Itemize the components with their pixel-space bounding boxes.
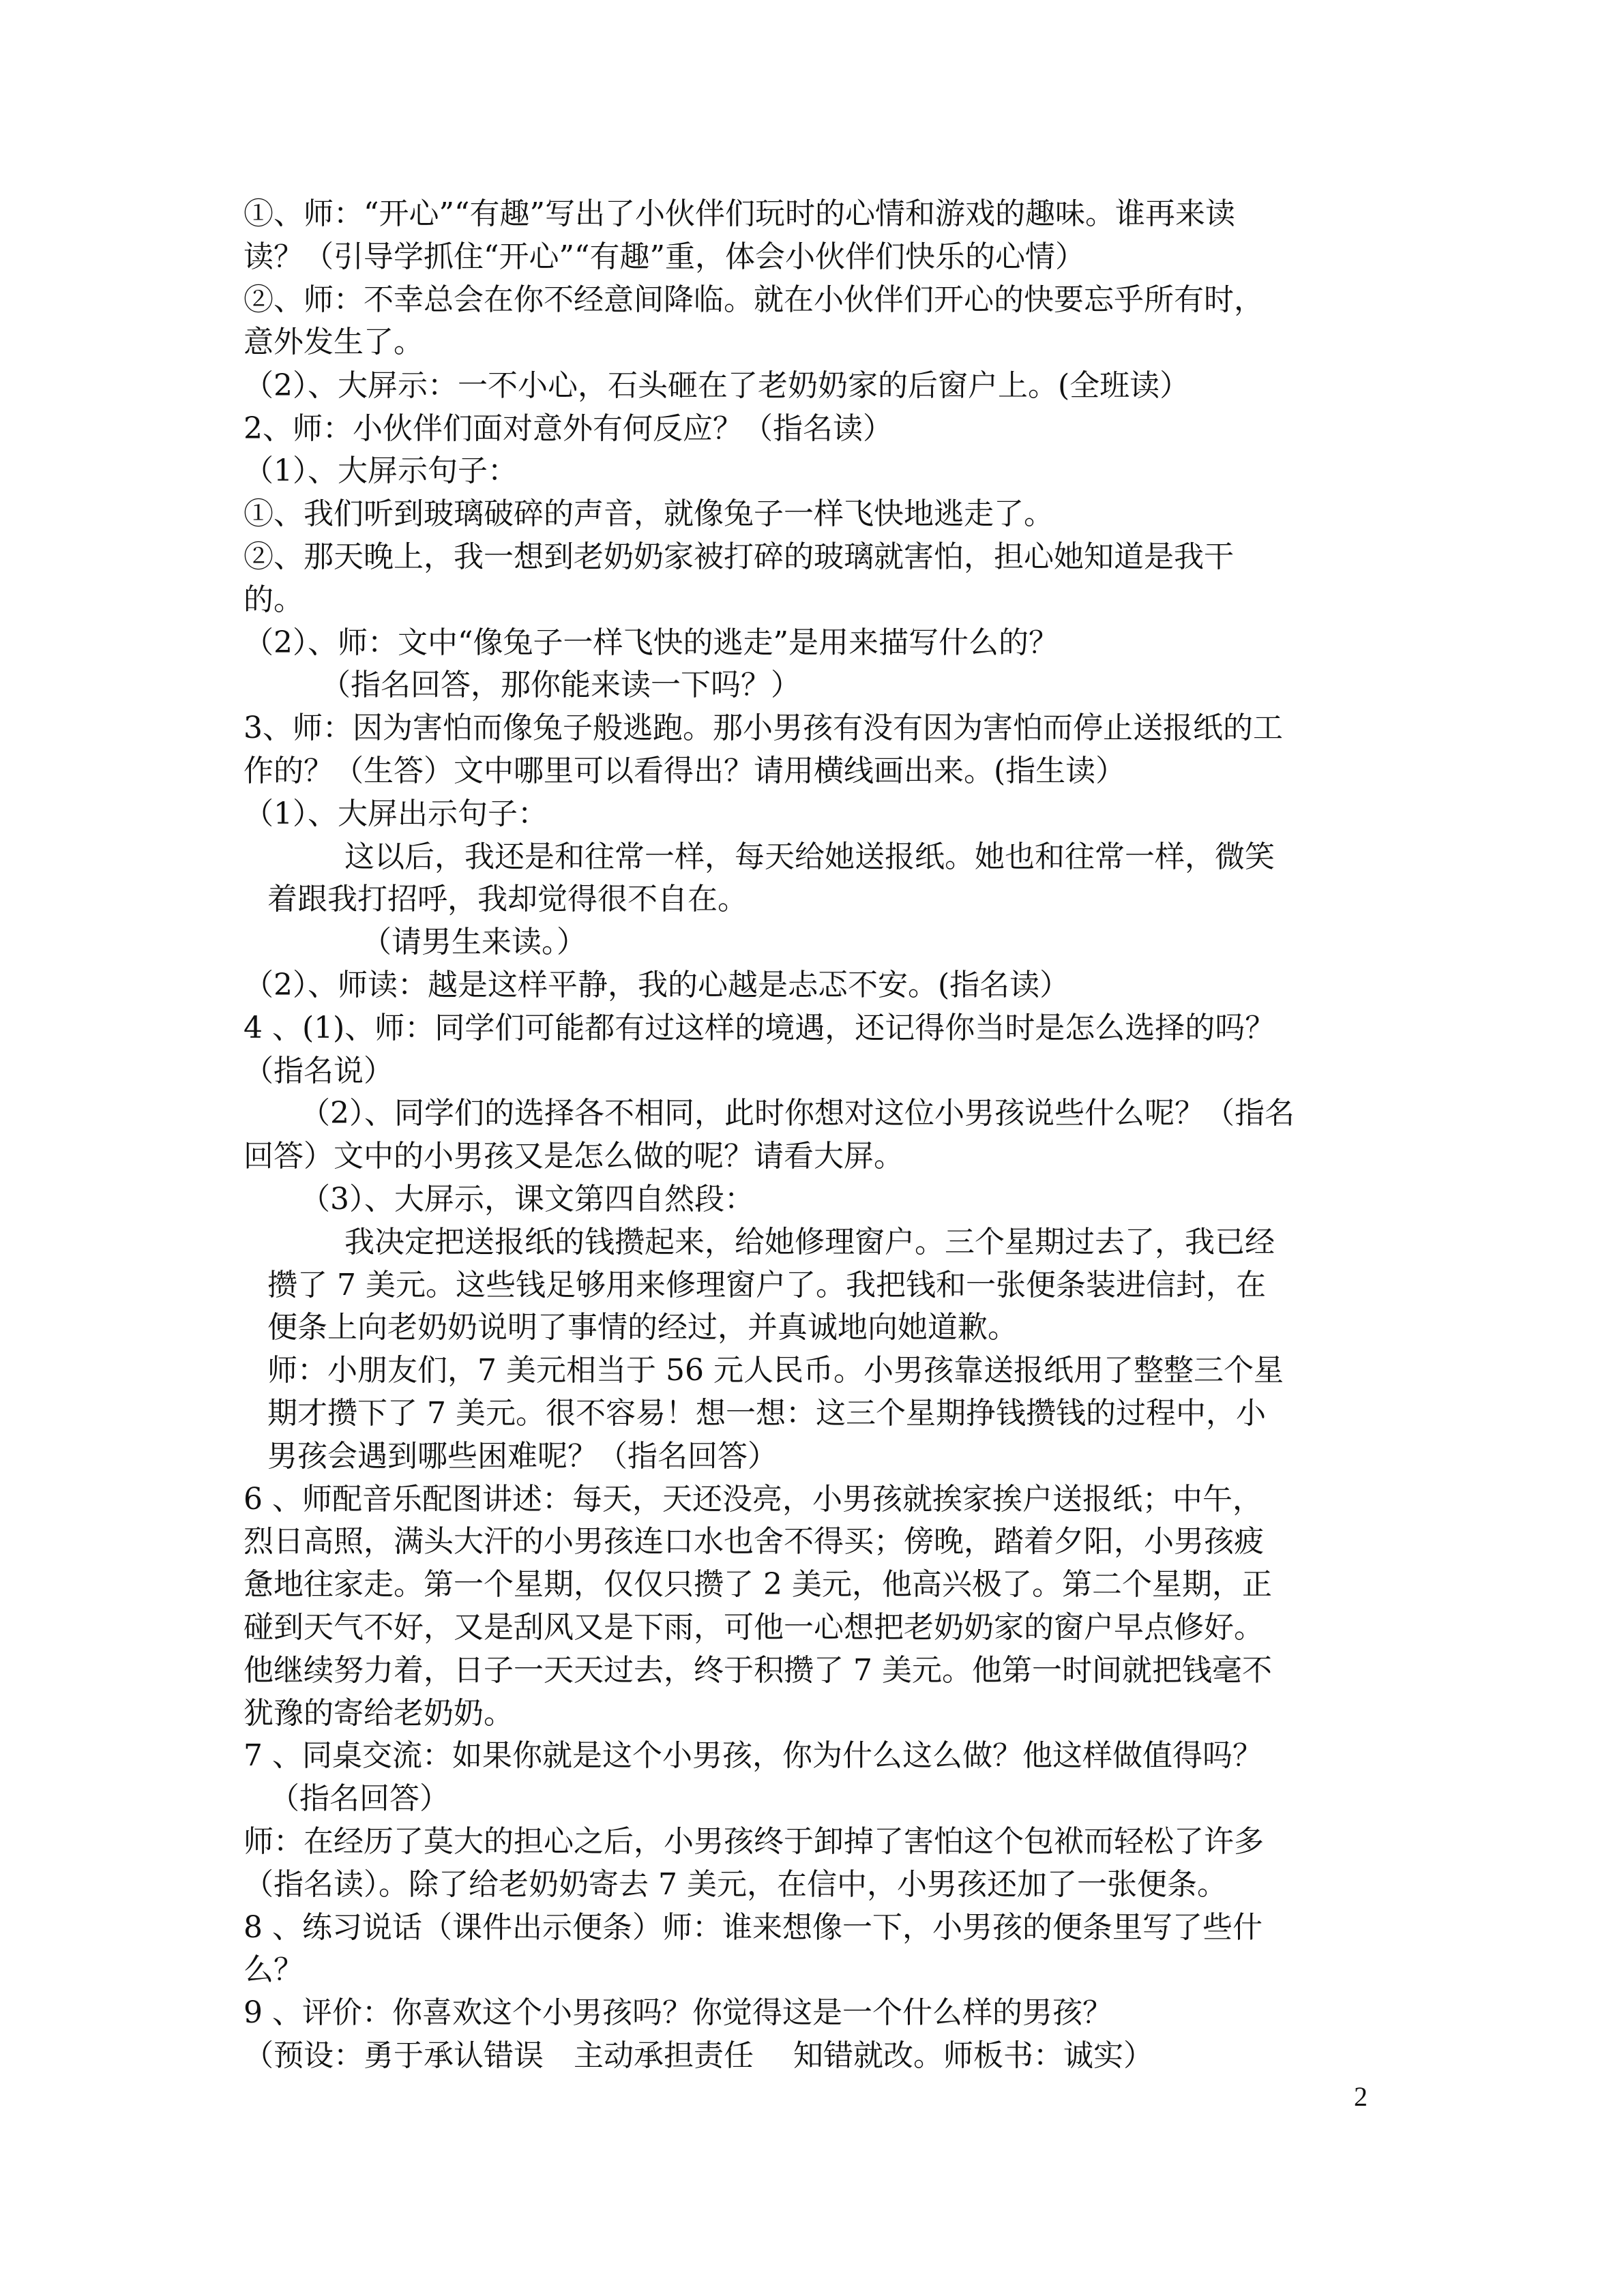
text-line: 4 、(1)、师：同学们可能都有过这样的境遇，还记得你当时是怎么选择的吗？ xyxy=(243,1011,1275,1045)
text-line: 男孩会遇到哪些困难呢？（指名回答） xyxy=(267,1439,778,1474)
text-line: 便条上向老奶奶说明了事情的经过，并真诚地向她道歉。 xyxy=(267,1310,1018,1345)
text-line: （3）、大屏示，课文第四自然段： xyxy=(300,1182,754,1217)
text-line: 我决定把送报纸的钱攒起来，给她修理窗户。三个星期过去了，我已经 xyxy=(344,1225,1275,1259)
text-line: 惫地往家走。第一个星期，仅仅只攒了 2 美元，他高兴极了。第二个星期，正 xyxy=(243,1567,1272,1602)
text-line: （指名说） xyxy=(243,1054,394,1088)
text-line: ②、那天晚上，我一想到老奶奶家被打碎的玻璃就害怕，担心她知道是我干 xyxy=(243,539,1234,574)
text-line: 意外发生了。 xyxy=(243,325,424,359)
text-line: 3、师：因为害怕而像兔子般逃跑。那小男孩有没有因为害怕而停止送报纸的工 xyxy=(243,711,1283,745)
text-line: 期才攒下了 7 美元。很不容易！想一想：这三个星期挣钱攒钱的过程中，小 xyxy=(267,1396,1266,1431)
text-line: 着跟我打招呼，我却觉得很不自在。 xyxy=(267,882,748,916)
text-line: 2、师：小伙伴们面对意外有何反应？（指名读） xyxy=(243,411,893,446)
text-line: 的。 xyxy=(243,582,304,617)
text-line: （指名回答，那你能来读一下吗？） xyxy=(321,668,801,702)
text-line: 回答）文中的小男孩又是怎么做的呢？请看大屏。 xyxy=(243,1139,904,1174)
text-line: （2）、师读：越是这样平静，我的心越是忐忑不安。(指名读） xyxy=(243,968,1070,1002)
text-line: （1）、大屏出示句子： xyxy=(243,796,548,831)
text-line: （1）、大屏示句子： xyxy=(243,453,518,488)
text-line: 碰到天气不好，又是刮风又是下雨，可他一心想把老奶奶家的窗户早点修好。 xyxy=(243,1610,1264,1645)
text-line: 6 、师配音乐配图讲述：每天，天还没亮，小男孩就挨家挨户送报纸；中午， xyxy=(243,1482,1263,1517)
text-line: ①、我们听到玻璃破碎的声音，就像兔子一样飞快地逃走了。 xyxy=(243,496,1054,531)
text-line: 他继续努力着，日子一天天过去，终于积攒了 7 美元。他第一时间就把钱毫不 xyxy=(243,1653,1272,1688)
text-line: 攒了 7 美元。这些钱足够用来修理窗户了。我把钱和一张便条装进信封，在 xyxy=(267,1268,1266,1302)
text-line: 师：小朋友们，7 美元相当于 56 元人民币。小男孩靠送报纸用了整整三个星 xyxy=(267,1353,1284,1388)
text-line: 这以后，我还是和往常一样，每天给她送报纸。她也和往常一样，微笑 xyxy=(344,839,1275,874)
text-line: 么？ xyxy=(243,1952,304,1987)
text-line: ①、师：“开心”“有趣”写出了小伙伴们玩时的心情和游戏的趣味。谁再来读 xyxy=(243,196,1235,231)
text-line: （2）、同学们的选择各不相同，此时你想对这位小男孩说些什么呢？（指名 xyxy=(300,1096,1295,1131)
text-line: 8 、练习说话（课件出示便条）师：谁来想像一下，小男孩的便条里写了些什 xyxy=(243,1910,1263,1945)
text-line: 7 、同桌交流：如果你就是这个小男孩，你为什么这么做？他这样做值得吗？ xyxy=(243,1738,1263,1773)
text-line: （请男生来读。） xyxy=(361,925,587,959)
text-line: （指名读）。除了给老奶奶寄去 7 美元，在信中，小男孩还加了一张便条。 xyxy=(243,1867,1227,1902)
text-line: 犹豫的寄给老奶奶。 xyxy=(243,1696,514,1731)
text-line: 烈日高照，满头大汗的小男孩连口水也舍不得买；傍晚，踏着夕阳，小男孩疲 xyxy=(243,1524,1264,1559)
text-line: 作的？（生答）文中哪里可以看得出？请用横线画出来。(指生读） xyxy=(243,754,1126,788)
text-line: 读？（引导学抓住“开心”“有趣”重，体会小伙伴们快乐的心情） xyxy=(243,239,1085,274)
text-line: （2）、师：文中“像兔子一样飞快的逃走”是用来描写什么的？ xyxy=(243,625,1059,660)
text-line: （指名回答） xyxy=(269,1781,449,1816)
page-number: 2 xyxy=(1354,2081,1368,2112)
text-line: 师：在经历了莫大的担心之后，小男孩终于卸掉了害怕这个包袱而轻松了许多 xyxy=(243,1824,1264,1859)
text-line: 9 、评价：你喜欢这个小男孩吗？你觉得这是一个什么样的男孩？ xyxy=(243,1995,1112,2030)
text-line: （2）、大屏示：一不小心，石头砸在了老奶奶家的后窗户上。(全班读） xyxy=(243,368,1190,403)
text-line: ②、师：不幸总会在你不经意间降临。就在小伙伴们开心的快要忘乎所有时， xyxy=(243,282,1264,317)
text-line: （预设：勇于承认错误 主动承担责任 知错就改。师板书：诚实） xyxy=(243,2038,1153,2073)
